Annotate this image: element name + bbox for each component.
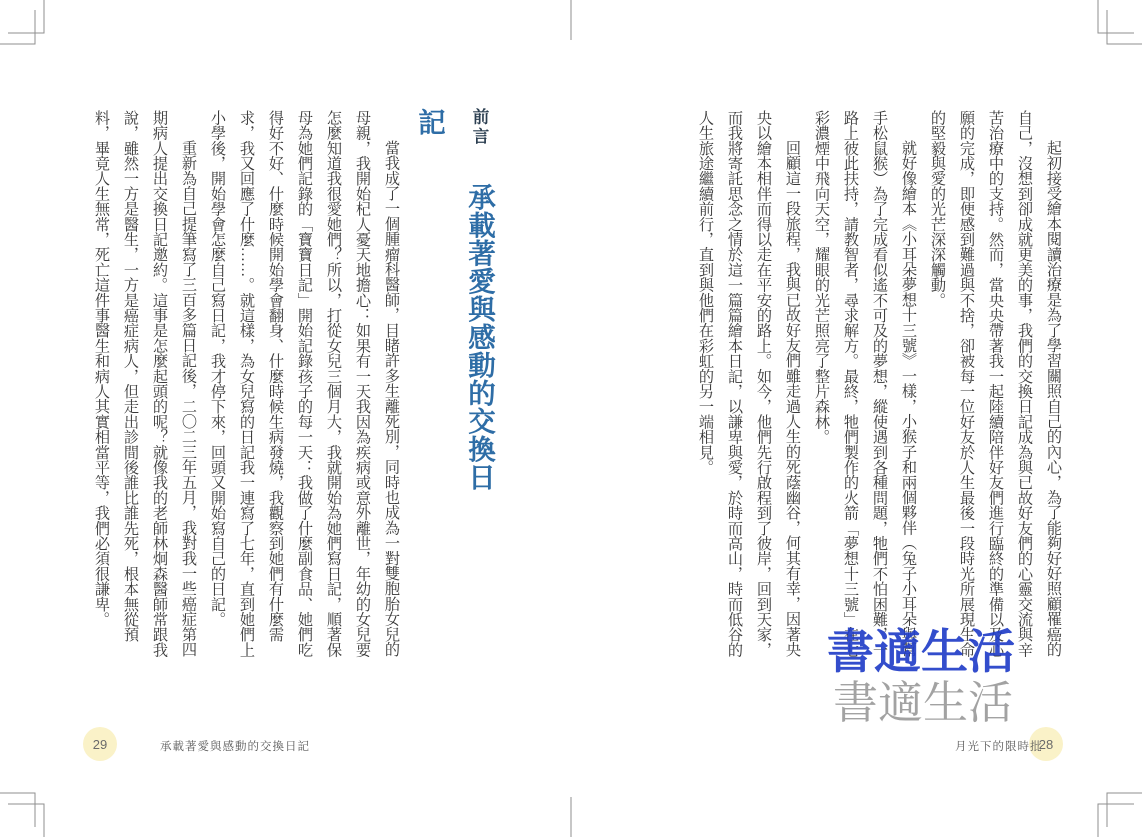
page-number-left: 29 [92,736,108,752]
chapter-title-block [414,108,504,512]
crop-mark-bottom-left [0,793,44,837]
left-page-body-text [84,110,406,662]
paragraph: 起初接受繪本閱讀治療是為了學習關照自己的內心，為了能夠好好照顧罹癌的自己，沒想到卻成就更美的事，我們的交換日記成為與已故好友們的心靈交流與辛苦治療中的支持。然而，當央央帶著我一起陸續陪伴好友們進行臨終的準備以及心願的完成，即便感到難過與不捨，卻被每一位好友於人生最後一段時光所展現生命的堅毅與愛的光芒深深觸動。 [929,110,1062,658]
running-title-left: 承載著愛與感動的交換日記 [160,741,310,753]
paragraph: 就好像繪本《小耳朵夢想十三號》一樣，小猴子和兩個夥伴（兔子小耳朵與幫手松鼠猴）為了完成看似遙不可及的夢想，縱使遇到各種問題，牠們不怕困難，一路上彼此扶持，請教智者，尋求解方。最終，牠們製作的火箭「夢想十三號」在七彩濃煙中飛向天空，耀眼的光芒照亮了整片森林。 [813,110,917,658]
paragraph: 重新為自己提筆寫了三百多篇日記後，二〇二三年五月，我對我一些癌症第四期病人提出交換日記邀約。這事是怎麼起頭的呢？就像我的老師林炯森醫師常跟我說，雖然一方是醫生，一方是癌症病人，但走出診間後誰比誰先死，根本無從預料，畢竟人生無常，死亡這件事醫生和病人其實相當平等，我們必須很謙卑。 [93,110,197,658]
chapter-title: 承載著愛與感動的交換日記 [414,108,495,491]
page-number-right: 28 [1038,736,1054,752]
title-spacer [479,147,480,183]
paragraph: 回顧這一段旅程，我與已故好友們雖走過人生的死蔭幽谷，何其有幸，因著央央以繪本相伴而得以走在平安的路上。如今，他們先行啟程到了彼岸，回到天家，而我將寄託思念之情於這一篇篇繪本日記，以謙卑與愛，於時而高山，時而低谷的人生旅途繼續前行，直到與他們在彩虹的另一端相見。 [697,110,801,658]
crop-mark-top-left [0,0,44,44]
running-title-right: 月光下的限時批 [955,741,1043,753]
crop-mark-bottom-right [1098,793,1142,837]
watermark-gray: 書適生活 [833,678,1014,728]
watermark-blue: 書適生活 [827,627,1015,679]
section-label: 前言 [470,108,489,147]
crop-mark-top-right [1098,0,1142,44]
paragraph: 當我成了一個腫瘤科醫師，目睹許多生離死別，同時也成為一對雙胞胎女兒的母親，我開始杞人憂天地擔心：如果有一天我因為疾病或意外離世，年幼的女兒要怎麼知道我很愛她們？所以，打從女兒三個月大，我就開始為她們寫日記，順著保母為她們記錄的「寶寶日記」開始記錄孩子的每一天：我做了什麼副食品、她們吃得好不好、什麼時候開始學會翻身、什麼時候生病發燒，我觀察到她們有什麼需求，我又回應了什麼……。就這樣，為女兒寫的日記我一連寫了七年，直到她們上小學後，開始學會怎麼自己寫日記，我才停下來，回頭又開始寫自己的日記。 [209,110,400,658]
page-number-badge-left [83,727,117,761]
right-page-body-text [678,110,1068,662]
